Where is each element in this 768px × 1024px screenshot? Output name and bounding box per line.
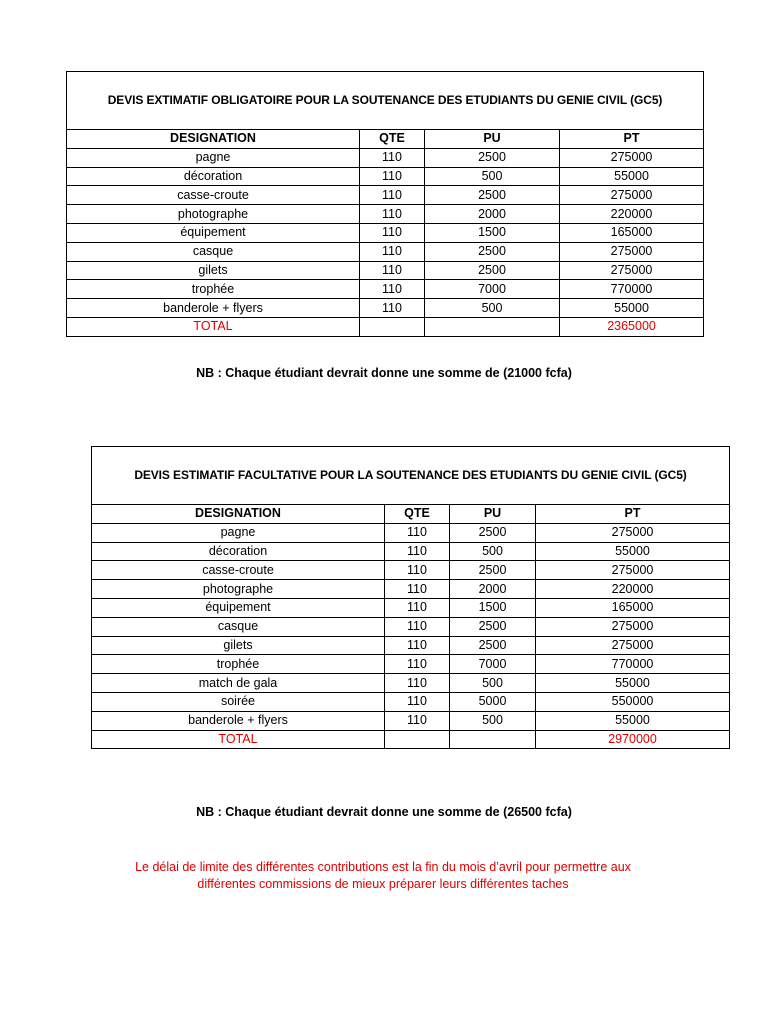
item-designation: décoration <box>92 542 385 561</box>
table-row <box>67 186 704 205</box>
item-designation: pagne <box>92 523 385 542</box>
table-row <box>67 205 704 224</box>
item-pt: 275000 <box>536 617 730 636</box>
item-pt: 770000 <box>536 655 730 674</box>
col-pt: PT <box>560 130 704 149</box>
total-row <box>67 317 704 336</box>
item-pt: 165000 <box>560 223 704 242</box>
table-row <box>67 280 704 299</box>
table-row <box>92 580 730 599</box>
total-row <box>92 730 730 749</box>
item-qte: 110 <box>385 655 450 674</box>
item-designation: casse-croute <box>67 186 360 205</box>
table-header-row <box>92 505 730 524</box>
table-row <box>67 223 704 242</box>
table-row <box>92 542 730 561</box>
item-pt: 770000 <box>560 280 704 299</box>
contribution-note: NB : Chaque étudiant devrait donne une somme de (26500 fcfa) <box>196 805 572 819</box>
mandatory-quote-table <box>66 71 704 337</box>
item-qte: 110 <box>360 186 425 205</box>
item-pu: 2500 <box>450 561 536 580</box>
total-value: 2365000 <box>560 317 704 336</box>
item-pt: 55000 <box>536 542 730 561</box>
table-row <box>67 167 704 186</box>
table-row <box>67 148 704 167</box>
item-qte: 110 <box>360 261 425 280</box>
total-value: 2970000 <box>536 730 730 749</box>
item-designation: trophée <box>67 280 360 299</box>
table-row <box>67 299 704 318</box>
item-pt: 550000 <box>536 692 730 711</box>
item-designation: casque <box>67 242 360 261</box>
item-pt: 55000 <box>536 674 730 693</box>
table-row <box>92 636 730 655</box>
col-qte: QTE <box>385 505 450 524</box>
item-pu: 2500 <box>425 261 560 280</box>
quote-title: DEVIS EXTIMATIF OBLIGATOIRE POUR LA SOUTENANCE DES ETUDIANTS DU GENIE CIVIL (GC5) <box>67 72 704 130</box>
item-designation: équipement <box>92 598 385 617</box>
item-pu: 2500 <box>450 617 536 636</box>
item-designation: équipement <box>67 223 360 242</box>
item-designation: match de gala <box>92 674 385 693</box>
item-pu: 2500 <box>450 636 536 655</box>
item-pu: 500 <box>425 299 560 318</box>
deadline-notice <box>100 859 666 893</box>
item-pu: 500 <box>450 674 536 693</box>
item-designation: casque <box>92 617 385 636</box>
total-label: TOTAL <box>92 730 385 749</box>
item-qte: 110 <box>385 692 450 711</box>
item-pt: 165000 <box>536 598 730 617</box>
item-qte: 110 <box>360 280 425 299</box>
table-row <box>92 655 730 674</box>
table-row <box>92 523 730 542</box>
table-header-row <box>67 130 704 149</box>
item-qte: 110 <box>360 148 425 167</box>
item-pu: 2500 <box>450 523 536 542</box>
item-qte: 110 <box>385 617 450 636</box>
item-pt: 55000 <box>536 711 730 730</box>
item-pt: 275000 <box>560 186 704 205</box>
col-pt: PT <box>536 505 730 524</box>
item-pu: 500 <box>425 167 560 186</box>
item-designation: casse-croute <box>92 561 385 580</box>
item-qte: 110 <box>360 167 425 186</box>
item-pu: 5000 <box>450 692 536 711</box>
item-pt: 275000 <box>536 636 730 655</box>
table-row <box>92 561 730 580</box>
col-pu: PU <box>450 505 536 524</box>
item-qte: 110 <box>360 223 425 242</box>
item-pu: 1500 <box>425 223 560 242</box>
item-pt: 275000 <box>560 148 704 167</box>
item-designation: banderole + flyers <box>67 299 360 318</box>
table-row <box>92 711 730 730</box>
table-row <box>92 598 730 617</box>
table-row <box>67 242 704 261</box>
item-qte: 110 <box>385 598 450 617</box>
item-pu: 500 <box>450 542 536 561</box>
col-designation: DESIGNATION <box>92 505 385 524</box>
item-qte: 110 <box>385 711 450 730</box>
col-pu: PU <box>425 130 560 149</box>
item-pu: 2500 <box>425 242 560 261</box>
item-designation: banderole + flyers <box>92 711 385 730</box>
item-designation: gilets <box>67 261 360 280</box>
item-qte: 110 <box>360 299 425 318</box>
item-pt: 275000 <box>560 242 704 261</box>
item-pu: 2500 <box>425 148 560 167</box>
quote-title: DEVIS ESTIMATIF FACULTATIVE POUR LA SOUTENANCE DES ETUDIANTS DU GENIE CIVIL (GC5) <box>92 447 730 505</box>
item-pu: 1500 <box>450 598 536 617</box>
item-pu: 2000 <box>450 580 536 599</box>
item-pt: 55000 <box>560 167 704 186</box>
item-designation: photographe <box>92 580 385 599</box>
table-row <box>92 674 730 693</box>
item-designation: photographe <box>67 205 360 224</box>
table-row <box>92 692 730 711</box>
item-qte: 110 <box>360 205 425 224</box>
item-designation: décoration <box>67 167 360 186</box>
item-qte: 110 <box>385 561 450 580</box>
item-pt: 220000 <box>536 580 730 599</box>
item-designation: trophée <box>92 655 385 674</box>
deadline-line: différentes commissions de mieux préparer leurs différentes taches <box>197 877 569 891</box>
item-pt: 275000 <box>560 261 704 280</box>
item-qte: 110 <box>385 523 450 542</box>
item-qte: 110 <box>385 636 450 655</box>
table-row <box>67 261 704 280</box>
deadline-line: Le délai de limite des différentes contributions est la fin du mois d’avril pour permettre aux <box>135 860 631 874</box>
item-pu: 2500 <box>425 186 560 205</box>
item-designation: pagne <box>67 148 360 167</box>
item-pt: 275000 <box>536 561 730 580</box>
item-pu: 500 <box>450 711 536 730</box>
item-pu: 7000 <box>425 280 560 299</box>
item-qte: 110 <box>385 542 450 561</box>
item-designation: gilets <box>92 636 385 655</box>
item-pu: 7000 <box>450 655 536 674</box>
table-row <box>92 617 730 636</box>
total-label: TOTAL <box>67 317 360 336</box>
item-pu: 2000 <box>425 205 560 224</box>
item-qte: 110 <box>360 242 425 261</box>
col-qte: QTE <box>360 130 425 149</box>
item-qte: 110 <box>385 580 450 599</box>
item-designation: soirée <box>92 692 385 711</box>
item-pt: 55000 <box>560 299 704 318</box>
col-designation: DESIGNATION <box>67 130 360 149</box>
optional-quote-table <box>91 446 730 749</box>
contribution-note: NB : Chaque étudiant devrait donne une somme de (21000 fcfa) <box>196 366 572 380</box>
item-pt: 275000 <box>536 523 730 542</box>
item-qte: 110 <box>385 674 450 693</box>
item-pt: 220000 <box>560 205 704 224</box>
